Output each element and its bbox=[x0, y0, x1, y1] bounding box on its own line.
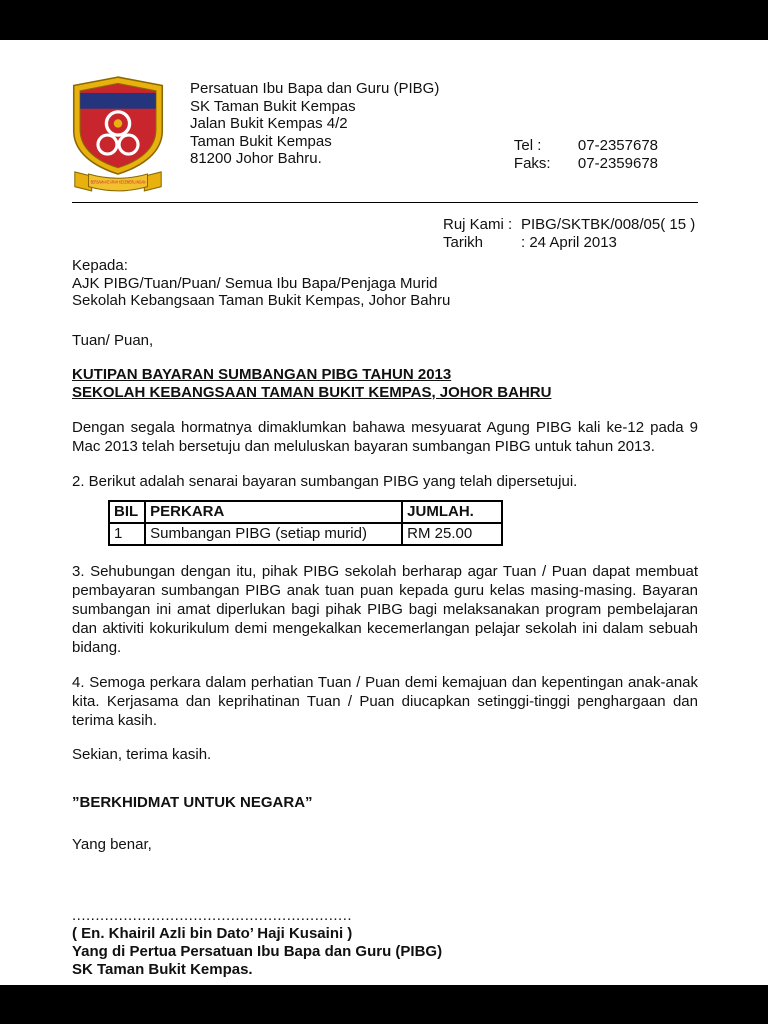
recipient-block bbox=[72, 257, 698, 310]
salutation: Tuan/ Puan, bbox=[72, 331, 154, 349]
fees-table bbox=[108, 500, 503, 546]
letterhead-address bbox=[190, 75, 439, 168]
signature-dots: ............................................................ bbox=[72, 906, 353, 924]
letterbox-top bbox=[0, 0, 768, 40]
letterhead-divider bbox=[72, 202, 698, 203]
recipient-line-1: AJK PIBG/Tuan/Puan/ Semua Ibu Bapa/Penjaga Murid bbox=[72, 274, 438, 292]
crest-blue-band bbox=[80, 93, 156, 109]
tarikh-label: Tarikh bbox=[443, 234, 484, 251]
slogan-line: ”BERKHIDMAT UNTUK NEGARA” bbox=[72, 793, 313, 811]
table-cell-jumlah: RM 25.00 bbox=[402, 523, 502, 545]
paragraph-1: Dengan segala hormatnya dimaklumkan bahawa mesyuarat Agung PIBG kali ke-12 pada 9 Mac 2013 telah bersetuju dan meluluskan bayaran sumbangan PIBG untuk tahun 2013. bbox=[72, 418, 698, 455]
closing-line: Sekian, terima kasih. bbox=[72, 745, 212, 763]
tel-value: 07-2357678 bbox=[577, 137, 658, 154]
ruj-kami-label: Ruj Kami : bbox=[443, 216, 513, 233]
tarikh-value: : 24 April 2013 bbox=[521, 234, 617, 251]
reference-block bbox=[443, 216, 698, 252]
subject-line-2: SEKOLAH KEBANGSAAN TAMAN BUKIT KEMPAS, JOHOR BAHRU bbox=[72, 383, 552, 401]
crest-ribbon-text: BERSAMA KE ARAH KECEMERLANGAN bbox=[90, 179, 146, 185]
paragraph-2: 2. Berikut adalah senarai bayaran sumbangan PIBG yang telah dipersetujui. bbox=[72, 472, 578, 490]
school-crest-logo bbox=[64, 75, 172, 198]
tel-row bbox=[514, 137, 658, 155]
ruj-kami-row bbox=[443, 216, 698, 234]
letter-content bbox=[0, 40, 768, 985]
crest-ring-center bbox=[114, 119, 122, 127]
tarikh-row bbox=[443, 234, 698, 252]
table-cell-bil: 1 bbox=[109, 523, 145, 545]
letterhead-line-org: Persatuan Ibu Bapa dan Guru (PIBG) bbox=[190, 80, 440, 97]
recipient-line-2: Sekolah Kebangsaan Taman Bukit Kempas, Johor Bahru bbox=[72, 292, 451, 309]
table-header-perkara: PERKARA bbox=[145, 501, 402, 523]
letterhead-line-school: SK Taman Bukit Kempas bbox=[190, 97, 356, 115]
ruj-kami-value: PIBG/SKTBK/008/05( 15 ) bbox=[521, 216, 696, 233]
kepada-label: Kepada: bbox=[72, 257, 128, 274]
faks-value: 07-2359678 bbox=[577, 154, 658, 172]
table-cell-perkara: Sumbangan PIBG (setiap murid) bbox=[145, 523, 402, 545]
table-header-bil: BIL bbox=[109, 501, 145, 523]
letterhead-line-city: 81200 Johor Bahru. bbox=[190, 150, 322, 167]
table-row bbox=[109, 523, 502, 545]
signatory-name: ( En. Khairil Azli bin Dato’ Haji Kusaini ) bbox=[72, 924, 353, 942]
subject-line-1: KUTIPAN BAYARAN SUMBANGAN PIBG TAHUN 2013 bbox=[72, 365, 452, 383]
sign-off: Yang benar, bbox=[72, 835, 152, 853]
subject-block bbox=[72, 366, 698, 402]
table-header-row bbox=[109, 501, 502, 523]
letterbox-bottom bbox=[0, 985, 768, 1024]
letterhead bbox=[72, 75, 698, 198]
faks-label: Faks: bbox=[513, 154, 551, 172]
faks-row bbox=[514, 155, 658, 173]
paragraph-3: 3. Sehubungan dengan itu, pihak PIBG sekolah berharap agar Tuan / Puan dapat membuat pembayaran sumbangan PIBG anak tuan puan kepada guru kelas masing-masing. Bayaran sumbangan ini amat diperlukan bagi pihak PIBG bagi melaksanakan program pembelajaran dan aktiviti kokurikulum demi mengekalkan kecemerlangan pelajar sekolah ini dalam sebuah bidang. bbox=[72, 562, 698, 656]
table-header-jumlah: JUMLAH. bbox=[402, 501, 502, 523]
tel-label: Tel : bbox=[513, 137, 542, 154]
paragraph-4: 4. Semoga perkara dalam perhatian Tuan / Puan demi kemajuan dan kepentingan anak-anak kita. Kerjasama dan keprihatinan Tuan / Puan diucapkan setinggi-tinggi penghargaan dan terima kasih. bbox=[72, 673, 698, 729]
letterhead-line-street: Jalan Bukit Kempas 4/2 bbox=[190, 115, 348, 132]
signatory-title-1: Yang di Pertua Persatuan Ibu Bapa dan Guru (PIBG) bbox=[72, 942, 443, 960]
letterhead-contact bbox=[514, 75, 658, 172]
letterhead-line-area: Taman Bukit Kempas bbox=[190, 132, 332, 150]
signatory-title-2: SK Taman Bukit Kempas. bbox=[72, 960, 253, 978]
